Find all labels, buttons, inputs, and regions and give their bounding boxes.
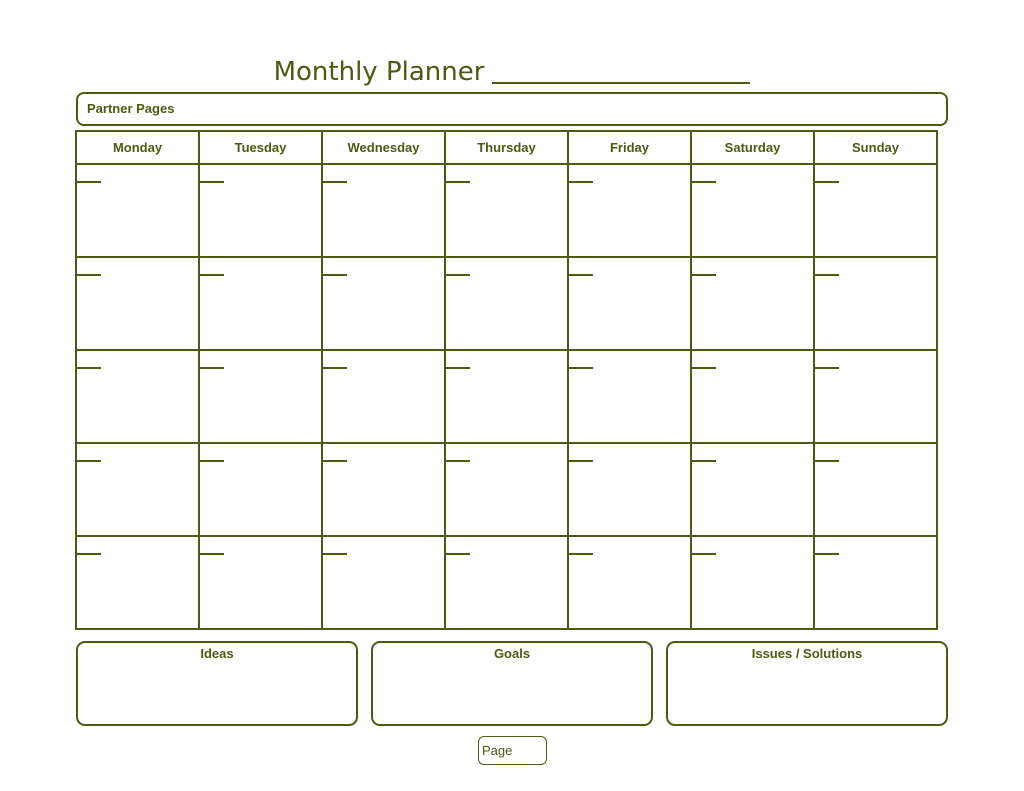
goals-box[interactable]	[371, 641, 653, 726]
day-cell[interactable]	[814, 443, 937, 536]
page-number-box[interactable]	[478, 736, 547, 765]
ideas-box[interactable]	[76, 641, 358, 726]
day-cell[interactable]	[568, 443, 691, 536]
date-write-line	[200, 274, 224, 276]
week-row	[76, 350, 937, 443]
date-write-line	[77, 553, 101, 555]
date-write-line	[569, 460, 593, 462]
day-cell[interactable]	[76, 536, 199, 629]
issues-solutions-label: Issues / Solutions	[751, 646, 863, 661]
date-write-line	[569, 367, 593, 369]
day-cell[interactable]	[568, 350, 691, 443]
date-write-line	[446, 367, 470, 369]
date-write-line	[323, 460, 347, 462]
date-write-line	[77, 274, 101, 276]
day-cell[interactable]	[322, 536, 445, 629]
goals-label: Goals	[493, 646, 531, 661]
date-write-line	[692, 460, 716, 462]
weekday-header: Tuesday	[199, 131, 322, 164]
day-cell[interactable]	[199, 350, 322, 443]
date-write-line	[200, 553, 224, 555]
date-write-line	[692, 274, 716, 276]
day-cell[interactable]	[199, 536, 322, 629]
date-write-line	[200, 367, 224, 369]
ideas-label: Ideas	[200, 646, 234, 661]
date-write-line	[815, 553, 839, 555]
day-cell[interactable]	[322, 350, 445, 443]
page-label: Page	[482, 743, 513, 758]
calendar-body	[76, 164, 937, 629]
month-write-line[interactable]	[492, 82, 750, 84]
date-write-line	[77, 181, 101, 183]
calendar-grid	[75, 130, 938, 630]
partner-pages-label: Partner Pages	[87, 101, 175, 116]
notes-row	[76, 641, 948, 726]
date-write-line	[323, 274, 347, 276]
day-cell[interactable]	[568, 536, 691, 629]
date-write-line	[200, 181, 224, 183]
day-cell[interactable]	[199, 257, 322, 350]
day-cell[interactable]	[568, 257, 691, 350]
date-write-line	[446, 553, 470, 555]
week-row	[76, 536, 937, 629]
day-cell[interactable]	[691, 164, 814, 257]
partner-pages-bar[interactable]	[76, 92, 948, 126]
date-write-line	[815, 460, 839, 462]
page-title: Monthly Planner	[273, 57, 485, 87]
day-cell[interactable]	[322, 257, 445, 350]
day-cell[interactable]	[76, 164, 199, 257]
week-row	[76, 164, 937, 257]
date-write-line	[569, 553, 593, 555]
day-cell[interactable]	[814, 350, 937, 443]
date-write-line	[692, 181, 716, 183]
date-write-line	[200, 460, 224, 462]
weekday-header: Thursday	[445, 131, 568, 164]
weekday-header: Sunday	[814, 131, 937, 164]
day-cell[interactable]	[691, 443, 814, 536]
date-write-line	[815, 274, 839, 276]
day-cell[interactable]	[76, 257, 199, 350]
date-write-line	[569, 274, 593, 276]
day-cell[interactable]	[322, 443, 445, 536]
day-cell[interactable]	[691, 536, 814, 629]
day-cell[interactable]	[814, 164, 937, 257]
date-write-line	[692, 367, 716, 369]
day-cell[interactable]	[691, 257, 814, 350]
day-cell[interactable]	[445, 164, 568, 257]
day-cell[interactable]	[445, 350, 568, 443]
weekday-header: Saturday	[691, 131, 814, 164]
day-cell[interactable]	[322, 164, 445, 257]
date-write-line	[77, 367, 101, 369]
day-cell[interactable]	[445, 443, 568, 536]
date-write-line	[692, 553, 716, 555]
date-write-line	[446, 460, 470, 462]
weekday-header: Monday	[76, 131, 199, 164]
weekday-header: Wednesday	[322, 131, 445, 164]
weekday-header-row	[76, 131, 937, 164]
weekday-header: Friday	[568, 131, 691, 164]
day-cell[interactable]	[814, 257, 937, 350]
day-cell[interactable]	[76, 350, 199, 443]
week-row	[76, 443, 937, 536]
title-row	[0, 56, 1024, 88]
issues-solutions-box[interactable]	[666, 641, 948, 726]
date-write-line	[323, 181, 347, 183]
date-write-line	[446, 274, 470, 276]
week-row	[76, 257, 937, 350]
day-cell[interactable]	[199, 443, 322, 536]
day-cell[interactable]	[445, 536, 568, 629]
day-cell[interactable]	[814, 536, 937, 629]
day-cell[interactable]	[568, 164, 691, 257]
date-write-line	[815, 181, 839, 183]
date-write-line	[815, 367, 839, 369]
date-write-line	[77, 460, 101, 462]
date-write-line	[323, 553, 347, 555]
date-write-line	[569, 181, 593, 183]
day-cell[interactable]	[76, 443, 199, 536]
day-cell[interactable]	[199, 164, 322, 257]
date-write-line	[323, 367, 347, 369]
date-write-line	[446, 181, 470, 183]
day-cell[interactable]	[445, 257, 568, 350]
day-cell[interactable]	[691, 350, 814, 443]
